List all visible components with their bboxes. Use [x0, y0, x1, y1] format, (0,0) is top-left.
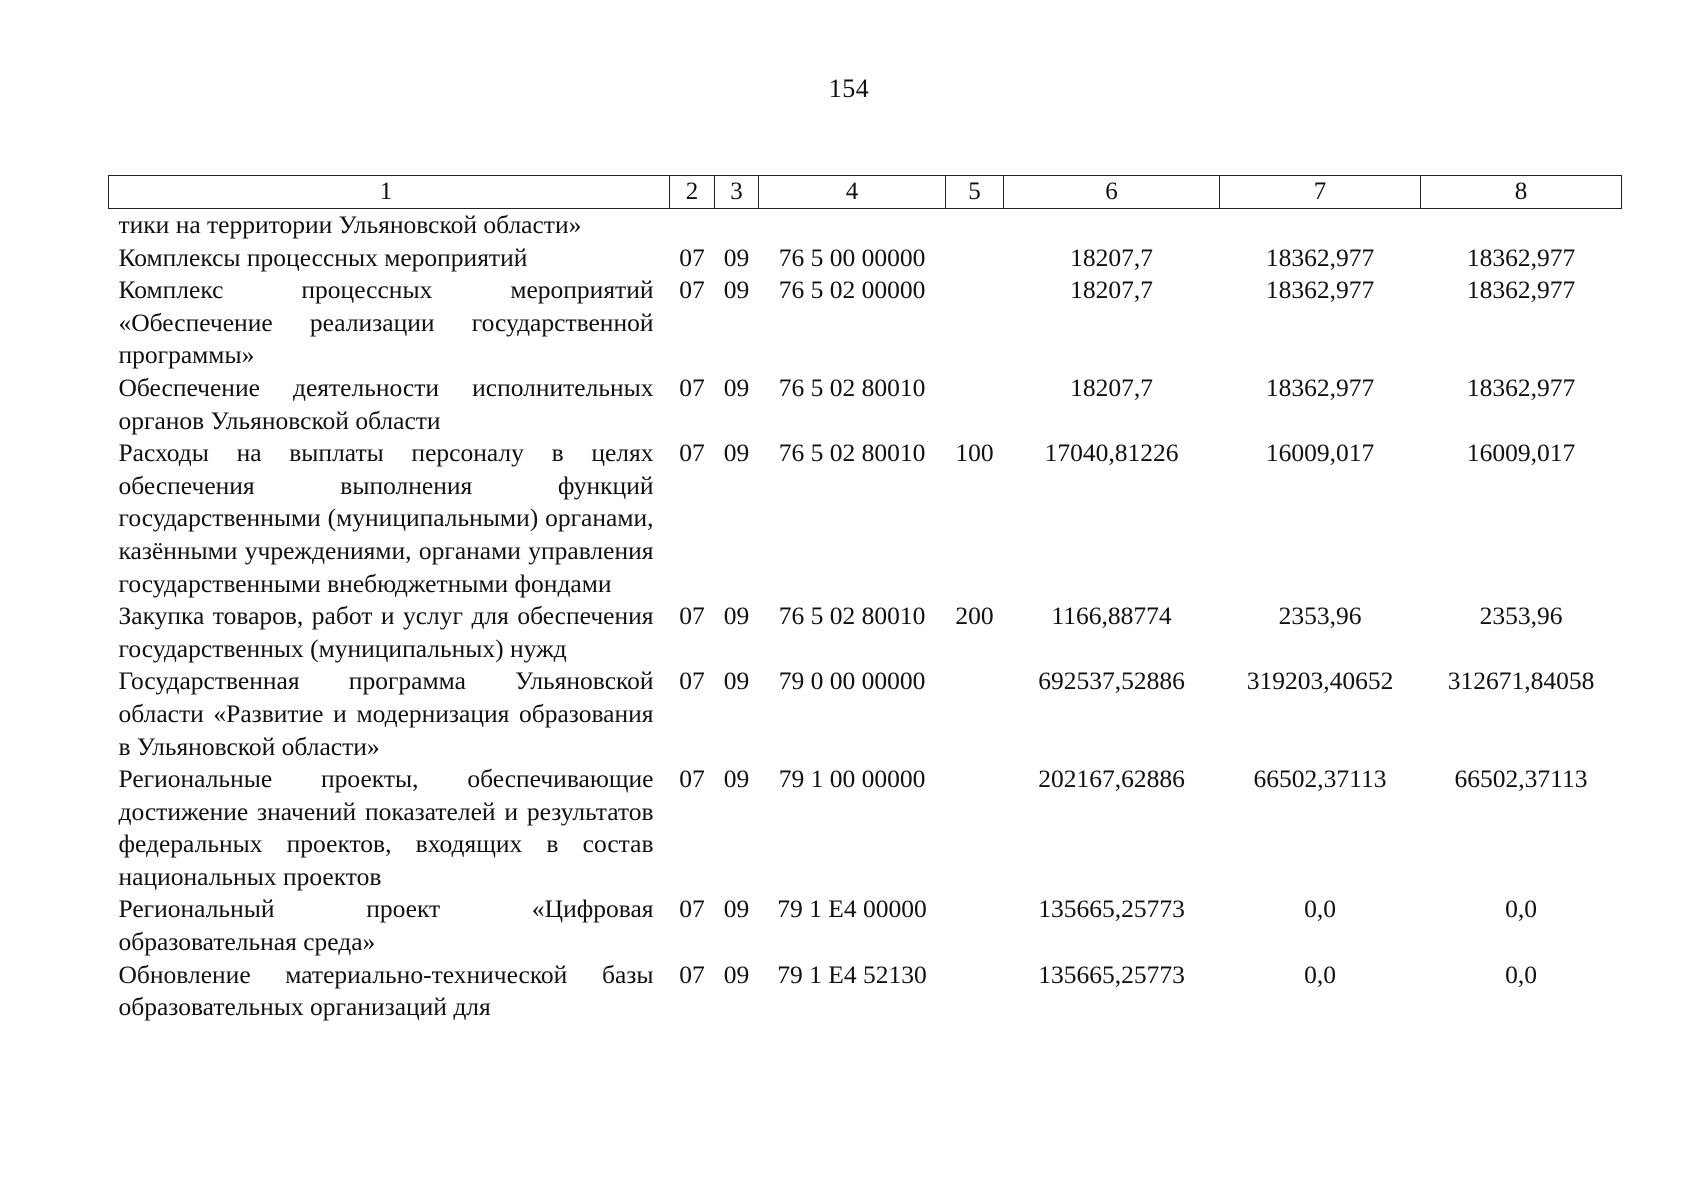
- row-target-code: 79 1 E4 52130: [777, 959, 927, 989]
- row-amount-year3: 18362,977: [1466, 242, 1576, 272]
- header-col-3: 3: [715, 176, 759, 209]
- row-amount-year3: [1421, 209, 1622, 242]
- row-target-code: 76 5 02 80010: [778, 601, 926, 631]
- header-col-4: 4: [759, 176, 946, 209]
- row-section: 07: [679, 242, 705, 272]
- row-amount-year1: 18207,7: [1070, 242, 1153, 272]
- row-name: Обеспечение деятельности исполнительных органов Ульяновской области: [118, 372, 654, 435]
- row-amount-year2: 18362,977: [1265, 275, 1375, 305]
- row-subsection: 09: [723, 601, 750, 631]
- header-col-6: 6: [1004, 176, 1220, 209]
- header-col-7: 7: [1220, 176, 1421, 209]
- row-amount-year1: 1166,88774: [1051, 601, 1172, 631]
- table-row: [109, 665, 1622, 763]
- row-amount-year2: 0,0: [1304, 959, 1336, 989]
- row-name: Комплекс процессных мероприятий «Обеспечение реализации государственной программы»: [118, 275, 654, 370]
- table-row: [109, 600, 1622, 665]
- row-section: 07: [679, 438, 705, 468]
- row-name: Государственная программа Ульяновской области «Развитие и модернизация образования в Ульяновской области»: [118, 666, 654, 761]
- row-amount-year1: 17040,81226: [1044, 438, 1179, 468]
- table-row: [109, 372, 1622, 437]
- row-subsection: 09: [723, 959, 750, 989]
- row-subsection: 09: [723, 242, 750, 272]
- row-expense-type: 100: [955, 438, 994, 468]
- row-amount-year2: 66502,37113: [1253, 764, 1387, 794]
- row-amount-year2: 18362,977: [1265, 242, 1375, 272]
- table-row: [109, 209, 1622, 242]
- row-target-code: [759, 209, 946, 242]
- row-amount-year1: [1004, 209, 1220, 242]
- row-section: 07: [679, 959, 705, 989]
- table-row: [109, 437, 1622, 600]
- header-col-1: 1: [109, 176, 670, 209]
- row-amount-year2: 16009,017: [1265, 438, 1375, 468]
- row-subsection: 09: [723, 894, 750, 924]
- row-target-code: 79 1 00 00000: [778, 764, 926, 794]
- row-expense-type: [946, 763, 1004, 893]
- row-amount-year3: 312671,84058: [1447, 666, 1595, 696]
- row-amount-year3: 16009,017: [1466, 438, 1576, 468]
- row-target-code: 79 0 00 00000: [778, 666, 926, 696]
- row-section: [670, 209, 715, 242]
- table-row: [109, 763, 1622, 893]
- row-amount-year2: 319203,40652: [1246, 666, 1394, 696]
- row-name: Комплексы процессных мероприятий: [118, 242, 528, 272]
- row-subsection: 09: [723, 764, 750, 794]
- table-row: [109, 242, 1622, 275]
- row-name: Региональный проект «Цифровая образовательная среда»: [118, 894, 654, 957]
- row-amount-year3: 0,0: [1505, 959, 1537, 989]
- row-section: 07: [679, 666, 705, 696]
- table-row: [109, 959, 1622, 1024]
- row-name: Расходы на выплаты персоналу в целях обеспечения выполнения функций государственными (муниципальными) органами, казёнными учреждениями, органами управления государственными внебюджетными фондами: [118, 438, 654, 598]
- row-target-code: 76 5 02 00000: [778, 275, 926, 305]
- row-amount-year1: 135665,25773: [1038, 959, 1185, 989]
- row-expense-type: [946, 209, 1004, 242]
- row-amount-year1: 18207,7: [1070, 372, 1153, 402]
- row-section: 07: [679, 764, 705, 794]
- row-amount-year1: 135665,25773: [1038, 894, 1185, 924]
- row-amount-year2: 18362,977: [1265, 372, 1375, 402]
- row-expense-type: [946, 893, 1004, 958]
- page-number: 154: [828, 74, 870, 103]
- row-expense-type: [946, 665, 1004, 763]
- header-row: [109, 176, 1622, 209]
- row-section: 07: [679, 601, 705, 631]
- row-subsection: 09: [723, 438, 750, 468]
- row-section: 07: [679, 275, 705, 305]
- row-amount-year3: 0,0: [1505, 894, 1537, 924]
- row-target-code: 76 5 02 80010: [778, 438, 926, 468]
- header-col-5: 5: [946, 176, 1004, 209]
- row-name: Региональные проекты, обеспечивающие достижение значений показателей и результатов федеральных проектов, входящих в состав национальных проектов: [118, 764, 654, 891]
- row-amount-year1: 692537,52886: [1038, 666, 1185, 696]
- row-name: Обновление материально-технической базы образовательных организаций для: [118, 959, 654, 1022]
- row-expense-type: [946, 242, 1004, 275]
- header-col-2: 2: [670, 176, 715, 209]
- row-amount-year2: [1220, 209, 1421, 242]
- row-target-code: 76 5 02 80010: [778, 372, 926, 402]
- row-expense-type: [946, 372, 1004, 437]
- row-section: 07: [679, 372, 705, 402]
- row-amount-year1: 18207,7: [1070, 275, 1153, 305]
- row-expense-type: [946, 274, 1004, 372]
- row-section: 07: [679, 894, 705, 924]
- row-amount-year3: 18362,977: [1466, 275, 1576, 305]
- row-amount-year3: 18362,977: [1466, 372, 1576, 402]
- table-row: [109, 893, 1622, 958]
- row-amount-year1: 202167,62886: [1038, 764, 1185, 794]
- row-target-code: 79 1 E4 00000: [777, 894, 927, 924]
- row-name: тики на территории Ульяновской области»: [118, 210, 582, 239]
- row-target-code: 76 5 00 00000: [778, 242, 926, 272]
- budget-table: [108, 175, 1622, 1024]
- row-subsection: 09: [723, 666, 750, 696]
- row-subsection: [715, 209, 759, 242]
- row-amount-year3: 2353,96: [1479, 601, 1563, 631]
- row-amount-year2: 0,0: [1304, 894, 1336, 924]
- row-amount-year3: 66502,37113: [1454, 764, 1588, 794]
- row-amount-year2: 2353,96: [1278, 601, 1362, 631]
- row-subsection: 09: [723, 275, 750, 305]
- row-subsection: 09: [723, 372, 750, 402]
- row-expense-type: [946, 959, 1004, 1024]
- row-name: Закупка товаров, работ и услуг для обеспечения государственных (муниципальных) нужд: [118, 601, 654, 663]
- row-expense-type: 200: [955, 601, 994, 631]
- table-row: [109, 274, 1622, 372]
- header-col-8: 8: [1421, 176, 1622, 209]
